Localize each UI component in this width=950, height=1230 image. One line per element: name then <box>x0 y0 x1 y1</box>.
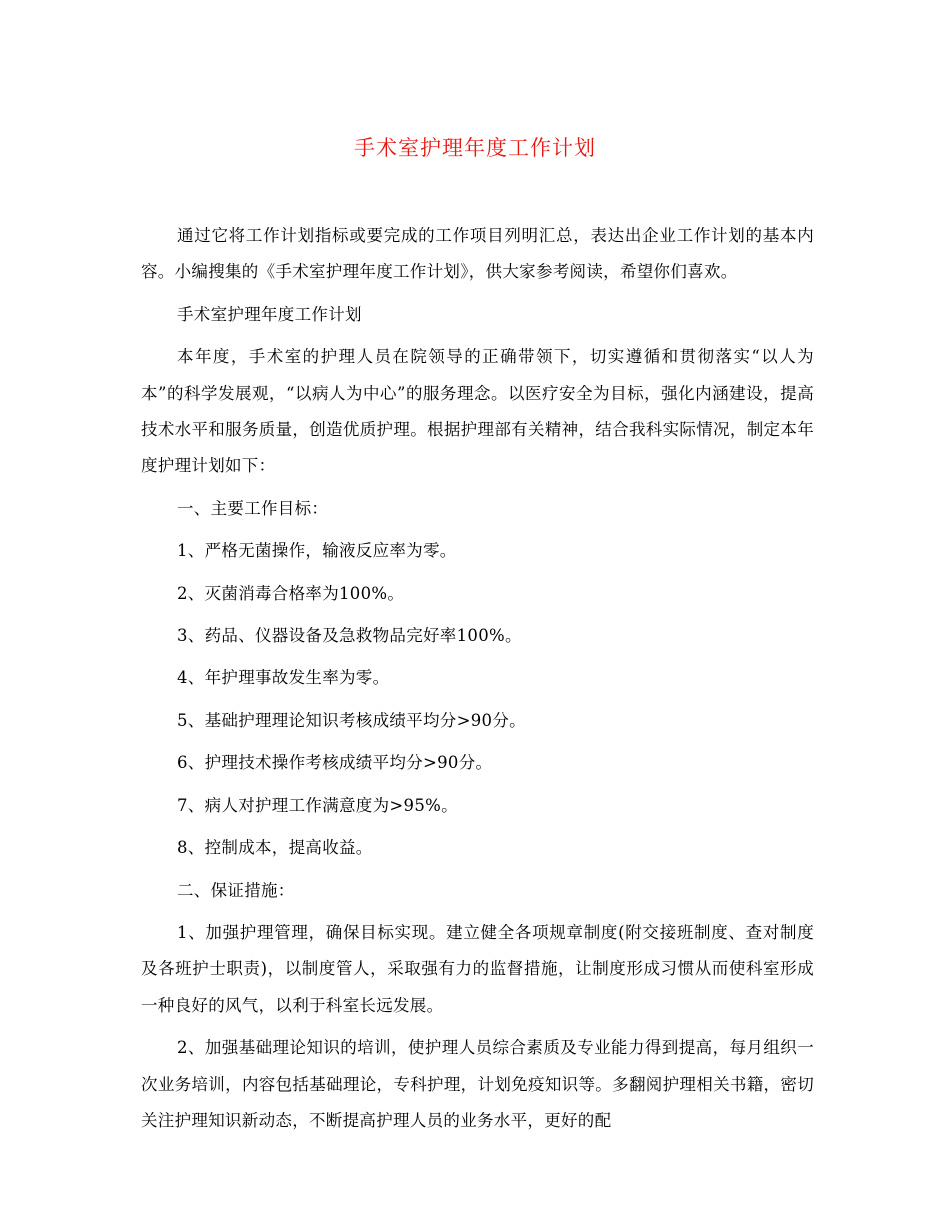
measure-item: 2、加强基础理论知识的培训，使护理人员综合素质及专业能力得到提高，每月组织一次业务培训，内容包括基础理论，专科护理，计划免疫知识等。多翻阅护理相关书籍，密切关注护理知识新动态，不断提高护理人员的业务水平，更好的配 <box>141 1038 814 1130</box>
goal-item: 4、年护理事故发生率为零。 <box>177 668 390 688</box>
goal-item: 3、药品、仪器设备及急救物品完好率100%。 <box>177 626 522 646</box>
overview-paragraph: 本年度，手术室的护理人员在院领导的正确带领下，切实遵循和贯彻落实“以人为本”的科学发展观，“以病人为中心”的服务理念。以医疗安全为目标，强化内涵建设，提高技术水平和服务质量，创造优质护理。根据护理部有关精神，结合我科实际情况，制定本年度护理计划如下： <box>141 347 814 476</box>
document-title: 手术室护理年度工作计划 <box>354 136 596 160</box>
section-heading-measures: 二、保证措施： <box>177 880 295 900</box>
goal-item: 2、灭菌消毒合格率为100%。 <box>177 583 405 603</box>
measure-item: 1、加强护理管理，确保目标实现。建立健全各项规章制度(附交接班制度、查对制度及各班护士职责)，以制度管人，采取强有力的监督措施，让制度形成习惯从而使科室形成一种良好的风气，以利于科室长远发展。 <box>141 922 814 1015</box>
goal-item: 5、基础护理理论知识考核成绩平均分>90分。 <box>177 710 526 730</box>
goal-item: 1、严格无菌操作，输液反应率为零。 <box>177 541 457 561</box>
goal-item: 8、控制成本，提高收益。 <box>177 838 373 858</box>
section-heading-goals: 一、主要工作目标： <box>177 498 329 518</box>
goal-item: 7、病人对护理工作满意度为>95%。 <box>177 795 458 815</box>
section-subtitle: 手术室护理年度工作计划 <box>177 304 362 324</box>
goal-item: 6、护理技术操作考核成绩平均分>90分。 <box>177 753 493 773</box>
document-body <box>141 218 814 1145</box>
intro-paragraph: 通过它将工作计划指标或要完成的工作项目列明汇总，表达出企业工作计划的基本内容。小编搜集的《手术室护理年度工作计划》，供大家参考阅读，希望你们喜欢。 <box>141 226 814 282</box>
